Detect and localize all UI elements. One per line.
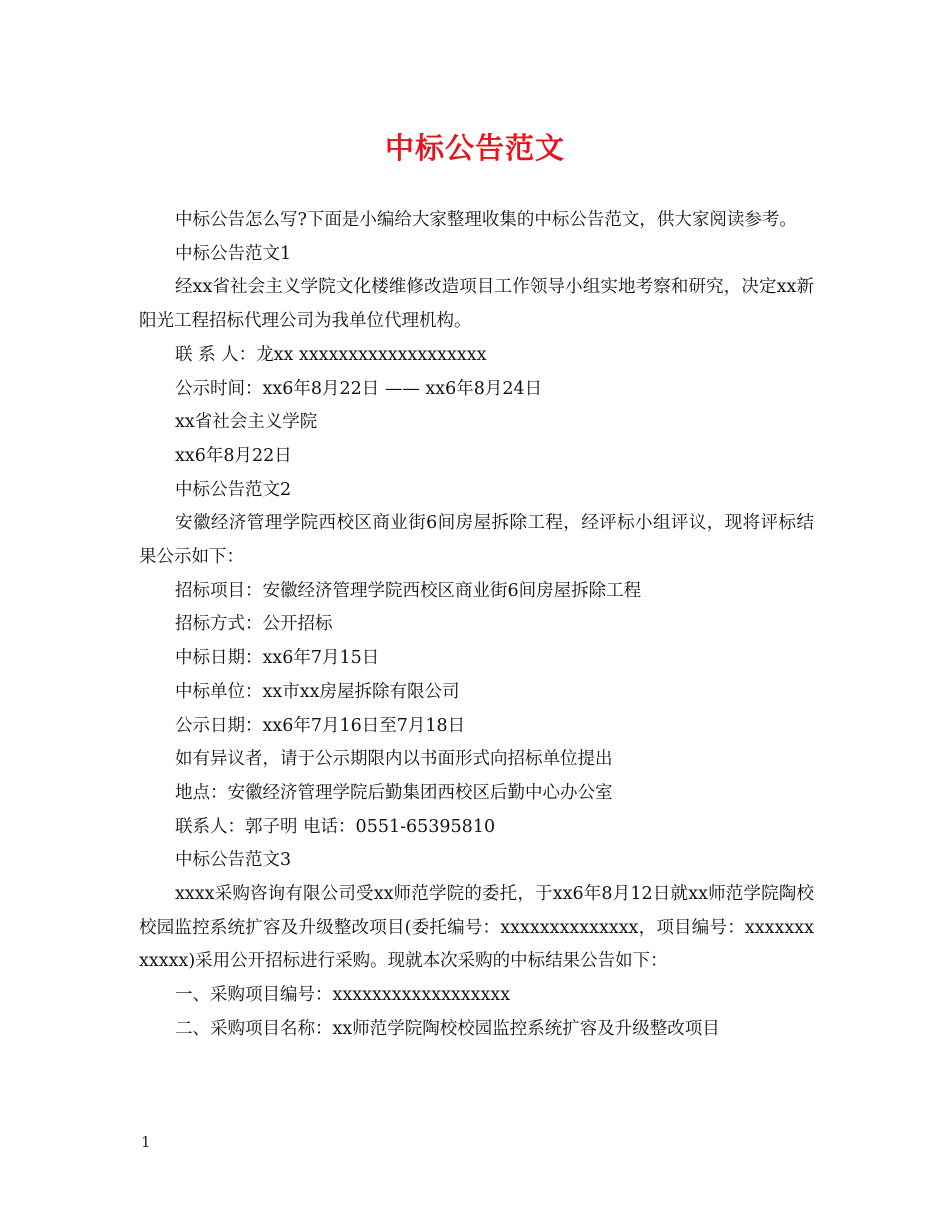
section-heading-3: 中标公告范文3 — [175, 850, 292, 871]
bid-project-line: 招标项目：安徽经济管理学院西校区商业街6间房屋拆除工程 — [175, 580, 642, 601]
list-item: 一、采购项目编号：xxxxxxxxxxxxxxxxxx — [175, 985, 511, 1006]
contact-line: 联 系 人：龙xx xxxxxxxxxxxxxxxxxxx — [175, 344, 487, 365]
page-number: 1 — [141, 1133, 151, 1151]
date-line: xx6年8月22日 — [175, 445, 292, 466]
publicity-date-line: 公示日期：xx6年7月16日至7月18日 — [175, 715, 466, 736]
award-date-line: 中标日期：xx6年7月15日 — [175, 648, 380, 669]
document-body — [139, 204, 814, 1047]
list-item: 二、采购项目名称：xx师范学院陶校校园监控系统扩容及升级整改项目 — [175, 1018, 720, 1039]
objection-line: 如有异议者，请于公示期限内以书面形式向招标单位提出 — [175, 749, 613, 770]
issuer-line: xx省社会主义学院 — [175, 412, 318, 433]
document-title: 中标公告范文 — [384, 131, 565, 165]
section-heading-2: 中标公告范文2 — [175, 479, 292, 500]
address-line: 地点：安徽经济管理学院后勤集团西校区后勤中心办公室 — [175, 782, 613, 803]
contact-phone-line: 联系人：郭子明 电话：0551-65395810 — [175, 816, 496, 837]
publicity-time-line: 公示时间：xx6年8月22日 —— xx6年8月24日 — [175, 378, 543, 399]
paragraph: 经xx省社会主义学院文化楼维修改造项目工作领导小组实地考察和研究，决定xx新阳光工程招标代理公司为我单位代理机构。 — [139, 277, 814, 332]
bid-method-line: 招标方式：公开招标 — [175, 614, 333, 635]
section-heading-1: 中标公告范文1 — [175, 243, 292, 264]
paragraph: 安徽经济管理学院西校区商业街6间房屋拆除工程，经评标小组评议，现将评标结果公示如下： — [139, 513, 814, 568]
intro-paragraph: 中标公告怎么写?下面是小编给大家整理收集的中标公告范文，供大家阅读参考。 — [175, 210, 797, 230]
paragraph: xxxx采购咨询有限公司受xx师范学院的委托，于xx6年8月12日就xx师范学院陶校校园监控系统扩容及升级整改项目(委托编号：xxxxxxxxxxxxxx，项目编号：xxxxxxxxxxxx)采用公开招标进行采购。现就本次采购的中标结果公告如下： — [139, 884, 814, 972]
award-unit-line: 中标单位：xx市xx房屋拆除有限公司 — [175, 681, 460, 702]
